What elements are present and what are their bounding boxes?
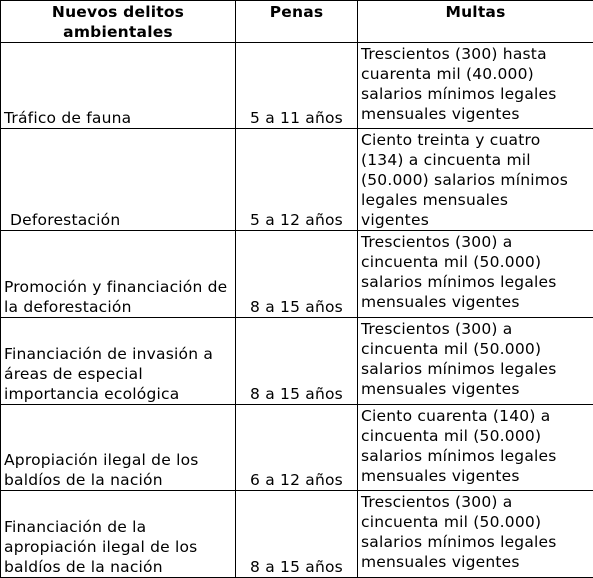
multa-cell: Trescientos (300) hasta cuarenta mil (40.000) salarios mínimos legales mensuales vigentes <box>358 43 593 129</box>
table-row <box>1 129 593 231</box>
multa-cell: Ciento treinta y cuatro (134) a cincuenta mil (50.000) salarios mínimos legales mensuales vigentes <box>358 129 593 231</box>
header-penas: Penas <box>236 1 358 43</box>
delito-cell: Deforestación <box>1 129 236 231</box>
delito-cell: Financiación de la apropiación ilegal de los baldíos de la nación <box>1 491 236 578</box>
header-multas: Multas <box>358 1 593 43</box>
pena-cell: 8 a 15 años <box>236 491 358 578</box>
multa-cell: Trescientos (300) a cincuenta mil (50.000) salarios mínimos legales mensuales vigentes <box>358 231 593 318</box>
multa-cell: Ciento cuarenta (140) a cincuenta mil (50.000) salarios mínimos legales mensuales vigentes <box>358 405 593 491</box>
multa-cell: Trescientos (300) a cincuenta mil (50.000) salarios mínimos legales mensuales vigentes <box>358 318 593 405</box>
table-row <box>1 43 593 129</box>
header-row <box>1 1 593 43</box>
multa-cell: Trescientos (300) a cincuenta mil (50.000) salarios mínimos legales mensuales vigentes <box>358 491 593 578</box>
table-row <box>1 318 593 405</box>
pena-cell: 6 a 12 años <box>236 405 358 491</box>
pena-cell: 8 a 15 años <box>236 231 358 318</box>
delito-cell: Apropiación ilegal de los baldíos de la nación <box>1 405 236 491</box>
pena-cell: 8 a 15 años <box>236 318 358 405</box>
table-row <box>1 405 593 491</box>
pena-cell: 5 a 12 años <box>236 129 358 231</box>
table-row <box>1 491 593 578</box>
delito-cell: Financiación de invasión a áreas de especial importancia ecológica <box>1 318 236 405</box>
delito-cell: Promoción y financiación de la deforestación <box>1 231 236 318</box>
delito-cell: Tráfico de fauna <box>1 43 236 129</box>
table-row <box>1 231 593 318</box>
pena-cell: 5 a 11 años <box>236 43 358 129</box>
header-delitos: Nuevos delitos ambientales <box>1 1 236 43</box>
